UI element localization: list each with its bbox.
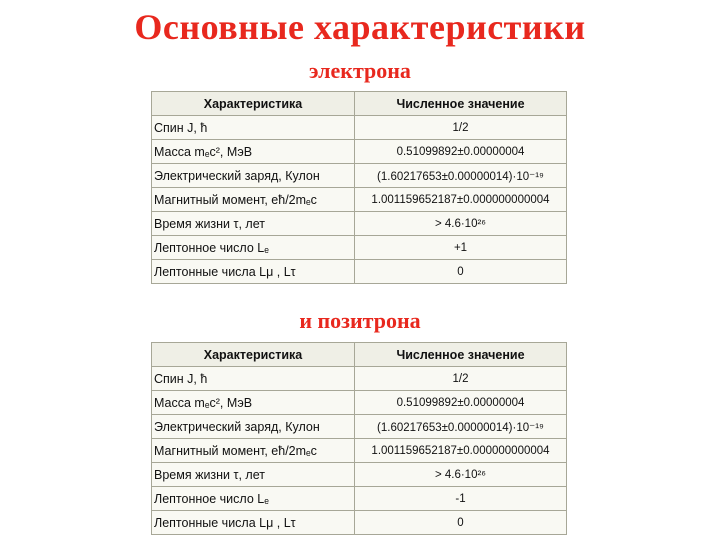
row-value: 1.001159652187±0.000000000004 [355, 439, 567, 463]
header-characteristic: Характеристика [152, 92, 355, 116]
table-row [152, 164, 567, 188]
row-name: Электрический заряд, Кулон [152, 164, 355, 188]
electron-table [151, 91, 567, 284]
electron-subtitle: электрона [309, 58, 411, 83]
row-value: 0.51099892±0.00000004 [355, 391, 567, 415]
table-row [152, 140, 567, 164]
row-value: (1.60217653±0.00000014)·10⁻¹⁹ [355, 164, 567, 188]
table-row [152, 439, 567, 463]
row-name: Лептонное число Lₑ [152, 487, 355, 511]
row-name: Спин J, ħ [152, 116, 355, 140]
row-value: -1 [355, 487, 567, 511]
row-value: 0.51099892±0.00000004 [355, 140, 567, 164]
table-row [152, 415, 567, 439]
row-name: Время жизни τ, лет [152, 212, 355, 236]
table-header-row [152, 92, 567, 116]
table-row [152, 463, 567, 487]
row-name: Лептонные числа Lμ , Lτ [152, 511, 355, 535]
table-row [152, 212, 567, 236]
row-name: Лептонные числа Lμ , Lτ [152, 260, 355, 284]
positron-table [151, 342, 567, 535]
table-row [152, 367, 567, 391]
table-row [152, 188, 567, 212]
row-value: 0 [355, 260, 567, 284]
row-value: 1/2 [355, 367, 567, 391]
page-title: Основные характеристики [134, 7, 586, 47]
row-name: Магнитный момент, eħ/2mₑc [152, 439, 355, 463]
positron-subtitle: и позитрона [299, 308, 421, 333]
table-row [152, 511, 567, 535]
row-value: > 4.6·10²⁶ [355, 463, 567, 487]
row-name: Лептонное число Lₑ [152, 236, 355, 260]
row-name: Электрический заряд, Кулон [152, 415, 355, 439]
row-name: Магнитный момент, eħ/2mₑc [152, 188, 355, 212]
row-name: Спин J, ħ [152, 367, 355, 391]
table-row [152, 487, 567, 511]
row-name: Масса mₑc², МэВ [152, 140, 355, 164]
table-row [152, 260, 567, 284]
row-value: (1.60217653±0.00000014)·10⁻¹⁹ [355, 415, 567, 439]
row-value: 0 [355, 511, 567, 535]
header-characteristic: Характеристика [152, 343, 355, 367]
row-name: Масса mₑc², МэВ [152, 391, 355, 415]
row-name: Время жизни τ, лет [152, 463, 355, 487]
row-value: > 4.6·10²⁶ [355, 212, 567, 236]
table-row [152, 236, 567, 260]
table-row [152, 116, 567, 140]
row-value: 1.001159652187±0.000000000004 [355, 188, 567, 212]
header-value: Численное значение [355, 343, 567, 367]
row-value: +1 [355, 236, 567, 260]
table-row [152, 391, 567, 415]
row-value: 1/2 [355, 116, 567, 140]
header-value: Численное значение [355, 92, 567, 116]
table-header-row [152, 343, 567, 367]
